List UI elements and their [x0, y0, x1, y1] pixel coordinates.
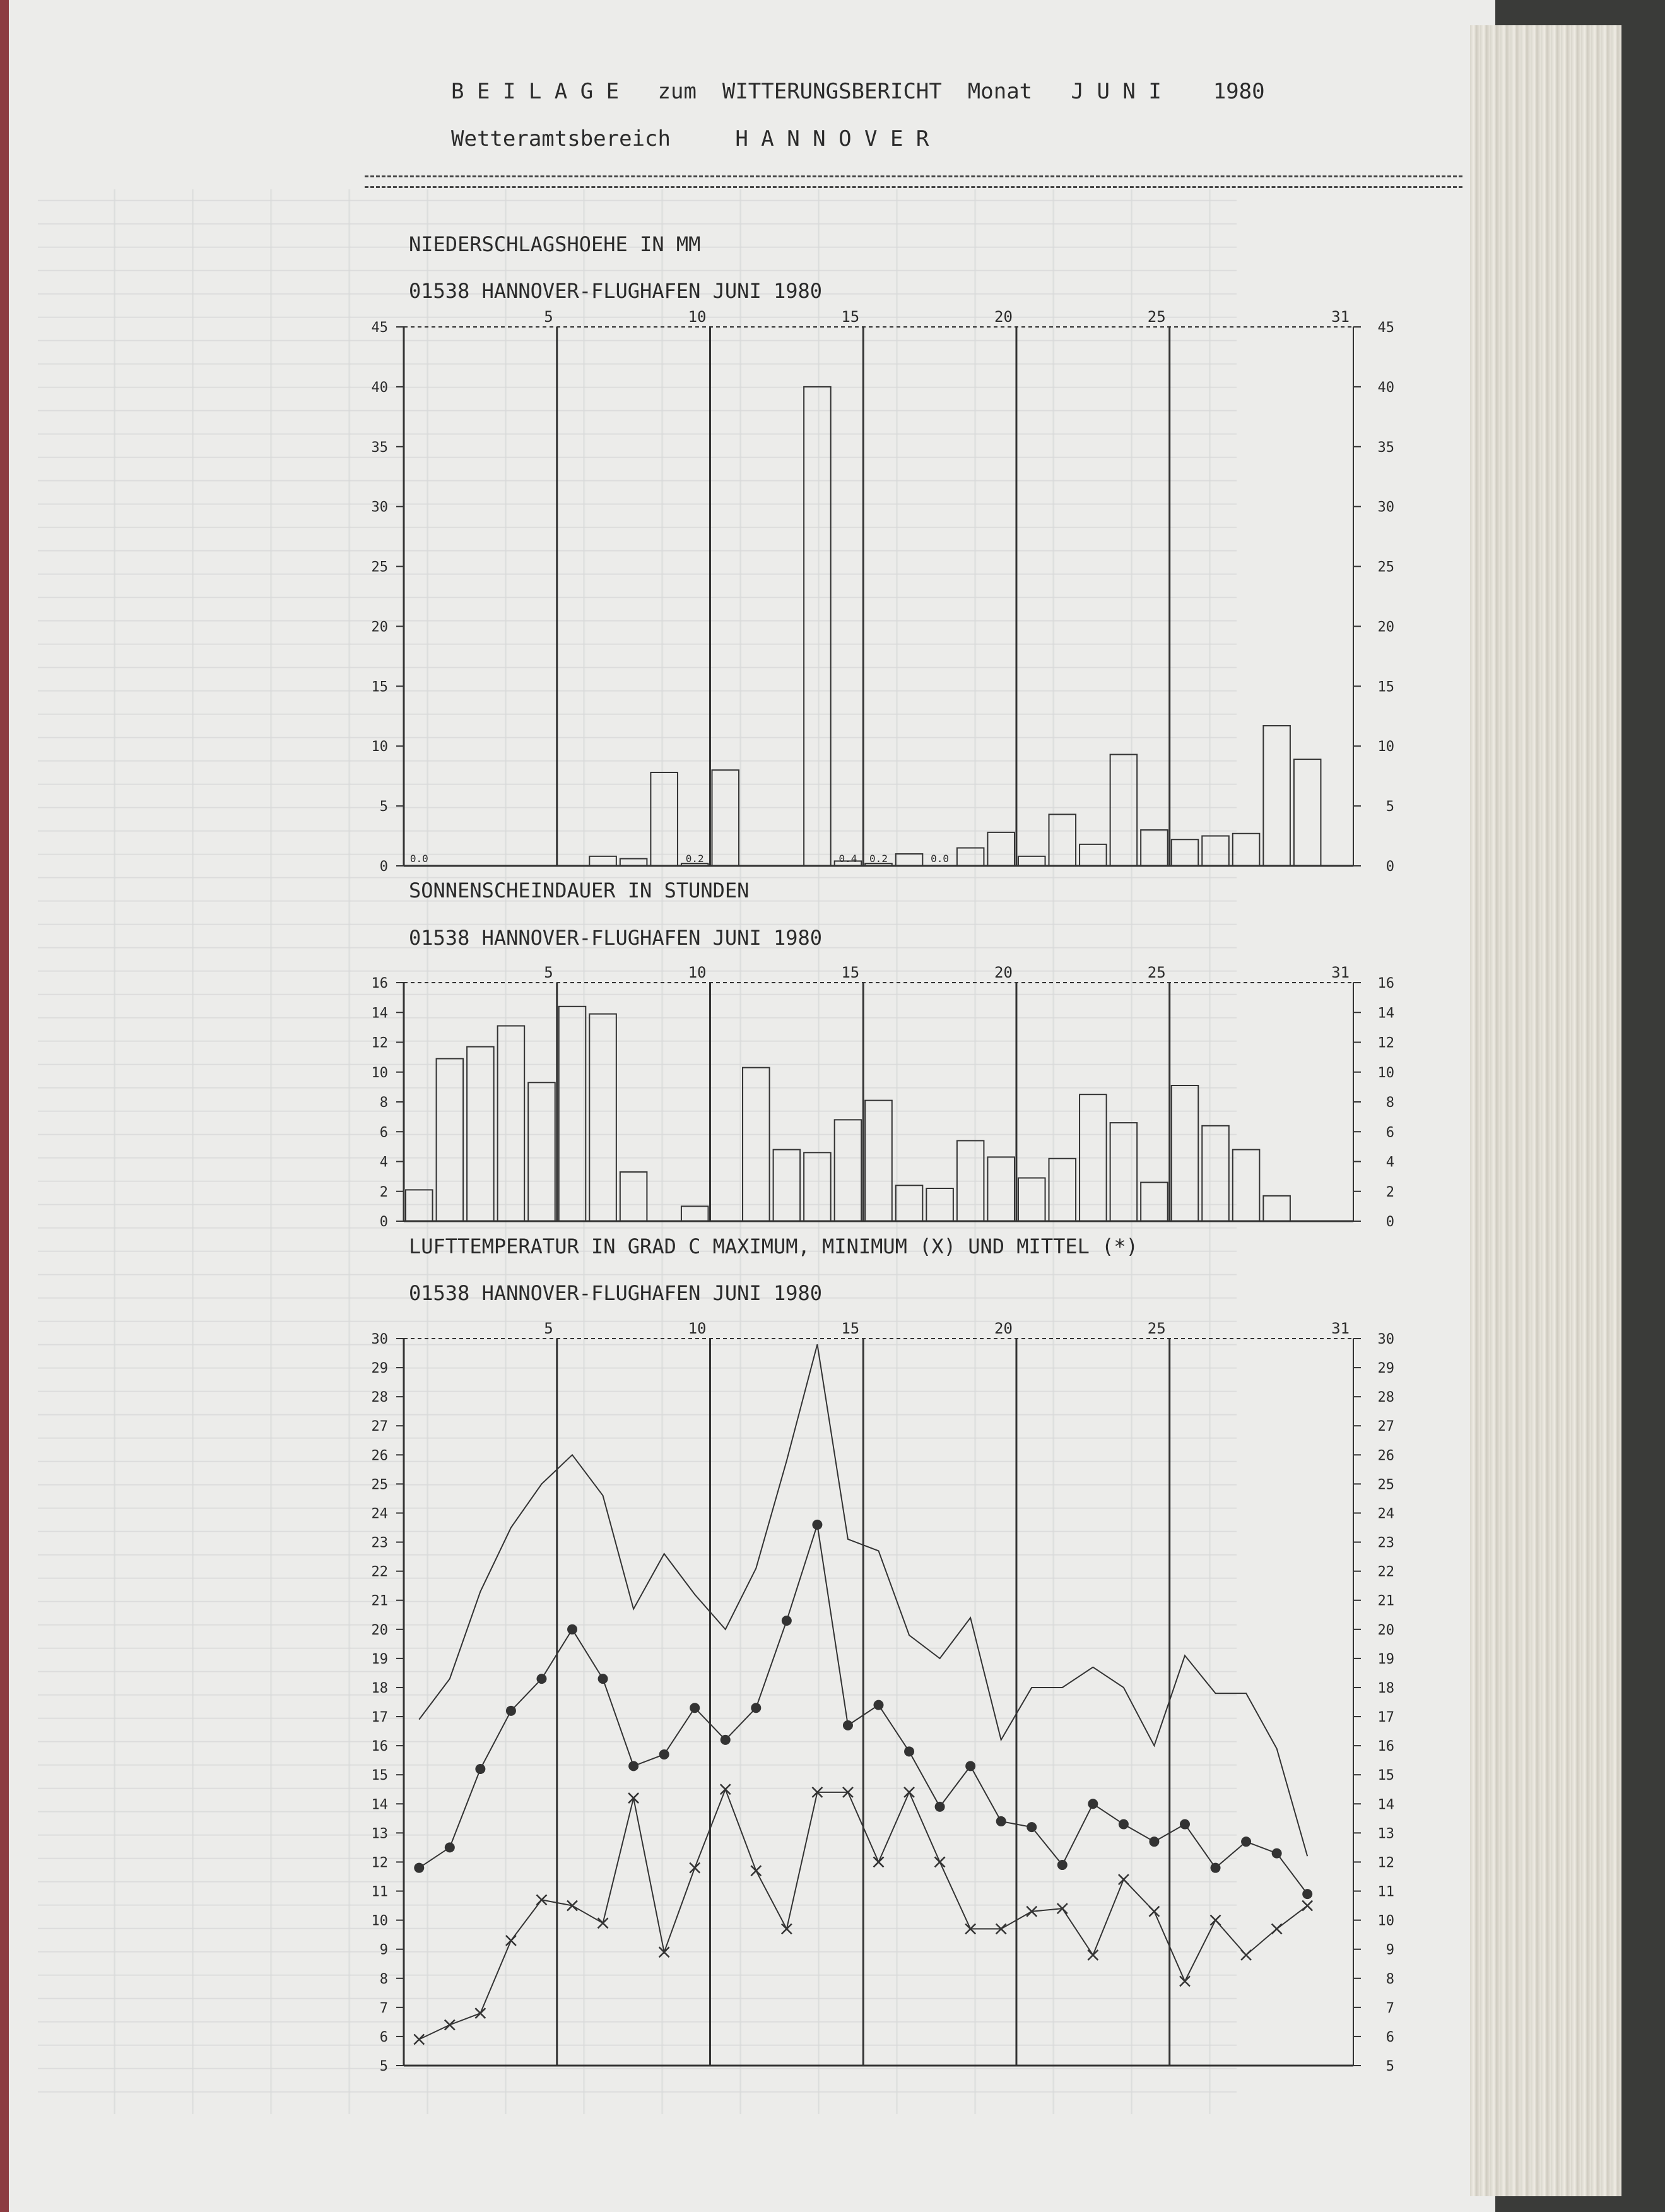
y-tick-label-left: 6 — [379, 2029, 388, 2045]
y-tick-label-right: 4 — [1386, 1154, 1394, 1171]
point-minimum — [536, 1895, 546, 1905]
point-minimum — [445, 2020, 455, 2030]
y-tick-label-right: 15 — [1377, 1768, 1394, 1784]
point-mittel — [1241, 1836, 1251, 1847]
point-mittel — [874, 1700, 884, 1710]
y-tick-label-left: 40 — [371, 379, 388, 396]
y-tick-label-right: 25 — [1377, 559, 1394, 576]
y-tick-label-right: 16 — [1377, 1739, 1394, 1755]
y-tick-label-right: 21 — [1377, 1593, 1394, 1609]
y-tick-label-left: 20 — [371, 619, 388, 636]
point-minimum — [1272, 1924, 1282, 1934]
bar — [1110, 1123, 1138, 1221]
point-mittel — [751, 1703, 761, 1713]
y-tick-label-right: 0 — [1386, 1214, 1394, 1230]
y-tick-label-left: 10 — [371, 1065, 388, 1081]
day-marker-label: 20 — [994, 964, 1013, 981]
point-mittel — [812, 1520, 822, 1530]
y-tick-label-right: 12 — [1377, 1855, 1394, 1871]
bar — [926, 1188, 953, 1221]
y-tick-label-left: 4 — [379, 1154, 388, 1171]
bar — [437, 1058, 464, 1221]
y-tick-label-left: 12 — [371, 1855, 388, 1871]
point-mittel — [935, 1802, 945, 1812]
y-tick-label-left: 30 — [371, 499, 388, 516]
point-mittel — [628, 1761, 638, 1771]
bar — [620, 859, 647, 866]
point-minimum — [659, 1947, 669, 1957]
point-minimum — [1149, 1907, 1159, 1917]
bar — [1141, 1183, 1168, 1221]
y-tick-label-right: 28 — [1377, 1390, 1394, 1406]
day-marker-label: 25 — [1147, 964, 1166, 981]
bar — [559, 1007, 586, 1221]
y-tick-label-left: 35 — [371, 439, 388, 456]
point-mittel — [536, 1674, 546, 1684]
y-tick-label-right: 2 — [1386, 1184, 1394, 1200]
y-tick-label-left: 20 — [371, 1622, 388, 1638]
bar-value-label: 0.2 — [685, 853, 704, 865]
bar — [1294, 759, 1321, 866]
y-tick-label-right: 12 — [1377, 1035, 1394, 1051]
bar — [406, 1190, 433, 1221]
y-tick-label-right: 30 — [1377, 1332, 1394, 1347]
point-minimum — [1241, 1950, 1251, 1960]
y-tick-label-left: 15 — [371, 679, 388, 695]
point-mittel — [1211, 1863, 1221, 1873]
point-minimum — [628, 1793, 638, 1803]
y-tick-label-right: 18 — [1377, 1680, 1394, 1696]
y-tick-label-right: 11 — [1377, 1884, 1394, 1900]
y-tick-label-right: 14 — [1377, 1005, 1394, 1022]
y-tick-label-right: 15 — [1377, 679, 1394, 695]
point-minimum — [475, 2008, 485, 2018]
header-line-1: B E I L A G E zum WITTERUNGSBERICHT Monat J U N I 1980 — [451, 79, 1265, 104]
bar — [650, 772, 678, 866]
y-tick-label-right: 22 — [1377, 1564, 1394, 1580]
y-tick-label-right: 20 — [1377, 619, 1394, 636]
bar — [774, 1150, 801, 1221]
y-tick-label-right: 40 — [1377, 379, 1394, 396]
day-marker-label: 20 — [994, 308, 1013, 326]
y-tick-label-right: 10 — [1377, 1065, 1394, 1081]
y-tick-label-left: 13 — [371, 1826, 388, 1842]
bar — [804, 1152, 831, 1221]
y-tick-label-right: 26 — [1377, 1448, 1394, 1464]
bar-value-label: 0.0 — [409, 853, 428, 865]
y-tick-label-right: 25 — [1377, 1477, 1394, 1493]
y-tick-label-left: 0 — [379, 859, 388, 875]
y-tick-label-right: 19 — [1377, 1651, 1394, 1667]
point-mittel — [475, 1764, 485, 1774]
y-tick-label-right: 9 — [1386, 1942, 1394, 1958]
y-tick-label-right: 23 — [1377, 1535, 1394, 1551]
point-minimum — [1088, 1950, 1098, 1960]
bar — [1233, 834, 1260, 866]
y-tick-label-left: 16 — [371, 976, 388, 991]
y-tick-label-right: 45 — [1377, 320, 1394, 336]
chart-subtitle: 01538 HANNOVER-FLUGHAFEN JUNI 1980 — [409, 279, 823, 303]
y-tick-label-left: 29 — [371, 1361, 388, 1377]
bar — [498, 1026, 525, 1221]
y-tick-label-right: 14 — [1377, 1797, 1394, 1813]
point-minimum — [904, 1787, 914, 1797]
y-tick-label-right: 27 — [1377, 1419, 1394, 1435]
day-marker-label: 10 — [688, 308, 707, 326]
y-tick-label-left: 10 — [371, 1913, 388, 1929]
header-line-2: Wetteramtsbereich H A N N O V E R — [451, 126, 929, 151]
bar-value-label: 0.4 — [838, 853, 857, 865]
bar-value-label: 0.2 — [869, 853, 888, 865]
y-tick-label-left: 19 — [371, 1651, 388, 1667]
point-minimum — [506, 1936, 516, 1946]
y-tick-label-left: 10 — [371, 739, 388, 755]
y-tick-label-right: 35 — [1377, 439, 1394, 456]
bar — [896, 1185, 923, 1221]
point-mittel — [659, 1749, 669, 1760]
y-tick-label-left: 15 — [371, 1768, 388, 1784]
day-marker-label: 20 — [994, 1320, 1013, 1337]
day-marker-label: 5 — [544, 964, 553, 981]
bar — [804, 387, 831, 866]
bar — [835, 1120, 862, 1221]
y-tick-label-left: 28 — [371, 1390, 388, 1406]
y-tick-label-left: 12 — [371, 1035, 388, 1051]
point-mittel — [1149, 1836, 1159, 1847]
y-tick-label-right: 16 — [1377, 976, 1394, 991]
y-tick-label-right: 29 — [1377, 1361, 1394, 1377]
day-marker-label: 15 — [841, 308, 860, 326]
y-tick-label-right: 24 — [1377, 1506, 1394, 1522]
y-tick-label-left: 24 — [371, 1506, 388, 1522]
point-mittel — [690, 1703, 700, 1713]
y-tick-label-right: 30 — [1377, 499, 1394, 516]
chart-title: NIEDERSCHLAGSHOEHE IN MM — [409, 232, 701, 256]
y-tick-label-right: 5 — [1386, 799, 1394, 815]
y-tick-label-left: 14 — [371, 1005, 388, 1022]
y-tick-label-left: 2 — [379, 1184, 388, 1200]
point-mittel — [1302, 1889, 1312, 1899]
point-mittel — [567, 1624, 577, 1635]
y-tick-label-left: 9 — [379, 1942, 388, 1958]
day-marker-label: 15 — [841, 1320, 860, 1337]
bar — [589, 1014, 616, 1221]
y-tick-label-left: 25 — [371, 559, 388, 576]
point-mittel — [414, 1863, 424, 1873]
y-tick-label-right: 10 — [1377, 1913, 1394, 1929]
y-tick-label-left: 5 — [379, 799, 388, 815]
bar — [1018, 1178, 1045, 1221]
y-tick-label-right: 7 — [1386, 2000, 1394, 2016]
y-tick-label-right: 13 — [1377, 1826, 1394, 1842]
y-tick-label-right: 8 — [1386, 1971, 1394, 1987]
bar — [957, 1140, 984, 1221]
y-tick-label-left: 26 — [371, 1448, 388, 1464]
bar — [1049, 1159, 1076, 1221]
point-mittel — [445, 1842, 455, 1852]
y-tick-label-left: 18 — [371, 1680, 388, 1696]
y-tick-label-right: 6 — [1386, 1125, 1394, 1141]
day-marker-label: 15 — [841, 964, 860, 981]
bar — [987, 832, 1015, 866]
y-tick-label-left: 0 — [379, 1214, 388, 1230]
y-tick-label-left: 6 — [379, 1125, 388, 1141]
chart-subtitle: 01538 HANNOVER-FLUGHAFEN JUNI 1980 — [409, 1281, 823, 1305]
bar — [1049, 814, 1076, 866]
day-marker-label: 10 — [688, 1320, 707, 1337]
bar — [1202, 1126, 1229, 1221]
bar — [1018, 856, 1045, 866]
y-tick-label-left: 17 — [371, 1710, 388, 1726]
point-mittel — [843, 1720, 853, 1730]
day-marker-label: 25 — [1147, 308, 1166, 326]
chart-title: SONNENSCHEINDAUER IN STUNDEN — [409, 878, 750, 902]
bar — [1233, 1150, 1260, 1221]
point-mittel — [1057, 1860, 1068, 1870]
y-tick-label-left: 11 — [371, 1884, 388, 1900]
point-mittel — [1119, 1819, 1129, 1830]
day-marker-label: 10 — [688, 964, 707, 981]
bar — [620, 1172, 647, 1221]
y-tick-label-left: 23 — [371, 1535, 388, 1551]
point-minimum — [1119, 1874, 1129, 1884]
day-marker-label: 31 — [1331, 1320, 1350, 1337]
bar — [1202, 836, 1229, 866]
y-tick-label-right: 5 — [1386, 2059, 1394, 2074]
point-mittel — [1272, 1848, 1282, 1859]
day-marker-label: 31 — [1331, 964, 1350, 981]
bar — [865, 1101, 892, 1221]
point-mittel — [996, 1816, 1006, 1826]
bar — [1080, 844, 1107, 866]
bar-value-label: 0.0 — [931, 853, 950, 865]
point-minimum — [721, 1784, 731, 1794]
bar — [1263, 726, 1290, 866]
y-tick-label-left: 7 — [379, 2000, 388, 2016]
point-minimum — [567, 1901, 577, 1911]
bar — [957, 848, 984, 866]
bar — [681, 1206, 709, 1221]
day-marker-label: 31 — [1331, 308, 1350, 326]
point-minimum — [1180, 1976, 1190, 1986]
point-minimum — [935, 1857, 945, 1867]
y-tick-label-right: 20 — [1377, 1622, 1394, 1638]
point-mittel — [1088, 1799, 1098, 1809]
point-mittel — [721, 1735, 731, 1745]
y-tick-label-right: 17 — [1377, 1710, 1394, 1726]
y-tick-label-right: 6 — [1386, 2029, 1394, 2045]
point-minimum — [751, 1866, 761, 1876]
chart-title: LUFTTEMPERATUR IN GRAD C MAXIMUM, MINIMUM (X) UND MITTEL (*) — [409, 1234, 1138, 1258]
y-tick-label-left: 27 — [371, 1419, 388, 1435]
point-mittel — [1180, 1819, 1190, 1830]
bar — [467, 1047, 494, 1221]
y-tick-label-left: 45 — [371, 320, 388, 336]
y-tick-label-left: 8 — [379, 1971, 388, 1987]
point-mittel — [904, 1746, 914, 1756]
bar — [987, 1157, 1015, 1221]
bar — [712, 770, 739, 866]
y-tick-label-right: 0 — [1386, 859, 1394, 875]
y-tick-label-left: 8 — [379, 1095, 388, 1111]
bar — [1080, 1094, 1107, 1221]
y-tick-label-right: 8 — [1386, 1095, 1394, 1111]
bar — [1141, 830, 1168, 866]
point-mittel — [506, 1706, 516, 1716]
point-mittel — [598, 1674, 608, 1684]
point-minimum — [1302, 1901, 1312, 1911]
bar — [1110, 755, 1138, 866]
point-mittel — [965, 1761, 975, 1771]
bar — [1263, 1196, 1290, 1221]
bar — [528, 1082, 555, 1221]
day-marker-label: 5 — [544, 308, 553, 326]
point-minimum — [1211, 1915, 1221, 1925]
day-marker-label: 5 — [544, 1320, 553, 1337]
bar — [589, 856, 616, 866]
bar — [743, 1068, 770, 1221]
point-mittel — [782, 1616, 792, 1626]
chart-subtitle: 01538 HANNOVER-FLUGHAFEN JUNI 1980 — [409, 926, 823, 950]
y-tick-label-right: 10 — [1377, 739, 1394, 755]
bar — [1172, 839, 1199, 866]
y-tick-label-left: 5 — [379, 2059, 388, 2074]
y-tick-label-left: 16 — [371, 1739, 388, 1755]
y-tick-label-left: 30 — [371, 1332, 388, 1347]
bar — [896, 854, 923, 866]
y-tick-label-left: 14 — [371, 1797, 388, 1813]
y-tick-label-left: 21 — [371, 1593, 388, 1609]
y-tick-label-left: 22 — [371, 1564, 388, 1580]
point-minimum — [414, 2035, 424, 2045]
point-mittel — [1027, 1822, 1037, 1832]
point-minimum — [690, 1863, 700, 1873]
y-tick-label-left: 25 — [371, 1477, 388, 1493]
point-minimum — [874, 1857, 884, 1867]
bar — [1172, 1085, 1199, 1221]
day-marker-label: 25 — [1147, 1320, 1166, 1337]
point-minimum — [782, 1924, 792, 1934]
point-minimum — [598, 1918, 608, 1928]
